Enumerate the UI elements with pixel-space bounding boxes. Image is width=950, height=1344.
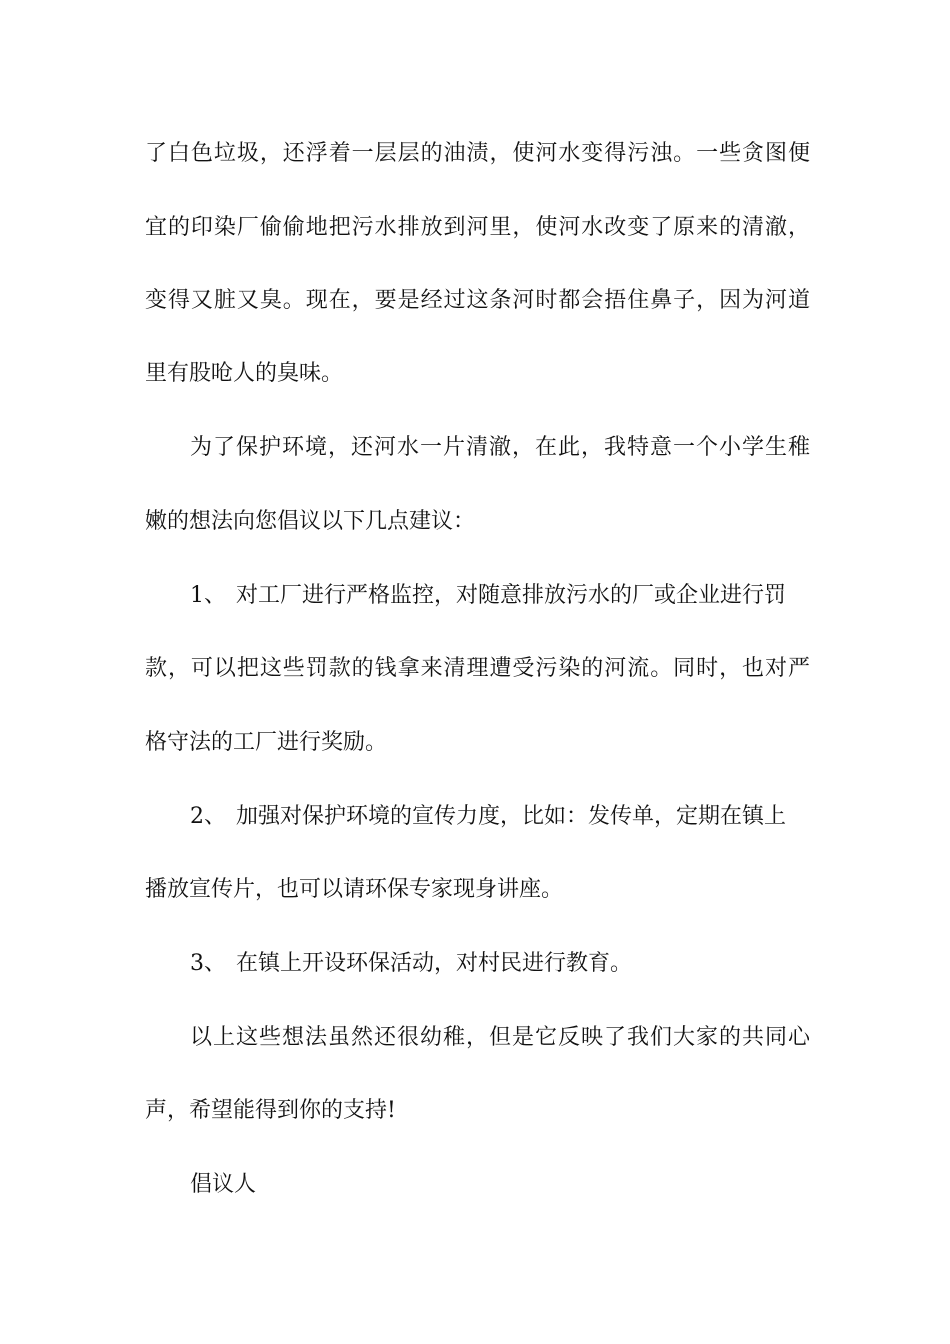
paragraph-line: 播放宣传片，也可以请环保专家现身讲座。 bbox=[145, 877, 564, 902]
signature-label: 倡议人 bbox=[190, 1172, 257, 1197]
paragraph-line: 变得又脏又臭。现在，要是经过这条河时都会捂住鼻子，因为河道 bbox=[145, 288, 810, 313]
paragraph-line: 声，希望能得到你的支持! bbox=[145, 1098, 396, 1123]
paragraph-line: 为了保护环境，还河水一片清澈，在此，我特意一个小学生稚 bbox=[190, 435, 810, 460]
list-item-1 bbox=[190, 580, 810, 612]
paragraph-line: 格守法的工厂进行奖励。 bbox=[145, 730, 388, 755]
list-item-text: 在镇上开设环保活动，对村民进行教育。 bbox=[236, 951, 633, 976]
list-item-3 bbox=[190, 948, 810, 980]
list-item-text: 加强对保护环境的宣传力度，比如：发传单，定期在镇上 bbox=[236, 804, 787, 829]
paragraph-line: 款，可以把这些罚款的钱拿来清理遭受污染的河流。同时，也对严 bbox=[145, 656, 810, 681]
list-number: 1、 bbox=[190, 583, 226, 608]
list-item-2 bbox=[190, 801, 810, 833]
paragraph-line: 里有股呛人的臭味。 bbox=[145, 361, 344, 386]
list-number: 3、 bbox=[190, 951, 226, 976]
paragraph-line: 以上这些想法虽然还很幼稚，但是它反映了我们大家的共同心 bbox=[190, 1025, 810, 1050]
list-number: 2、 bbox=[190, 804, 226, 829]
paragraph-line: 嫩的想法向您倡议以下几点建议： bbox=[145, 509, 476, 534]
paragraph-line: 了白色垃圾，还浮着一层层的油渍，使河水变得污浊。一些贪图便 bbox=[145, 141, 810, 166]
paragraph-line: 宜的印染厂偷偷地把污水排放到河里，使河水改变了原来的清澈， bbox=[145, 215, 810, 240]
list-item-text: 对工厂进行严格监控，对随意排放污水的厂或企业进行罚 bbox=[236, 583, 787, 608]
